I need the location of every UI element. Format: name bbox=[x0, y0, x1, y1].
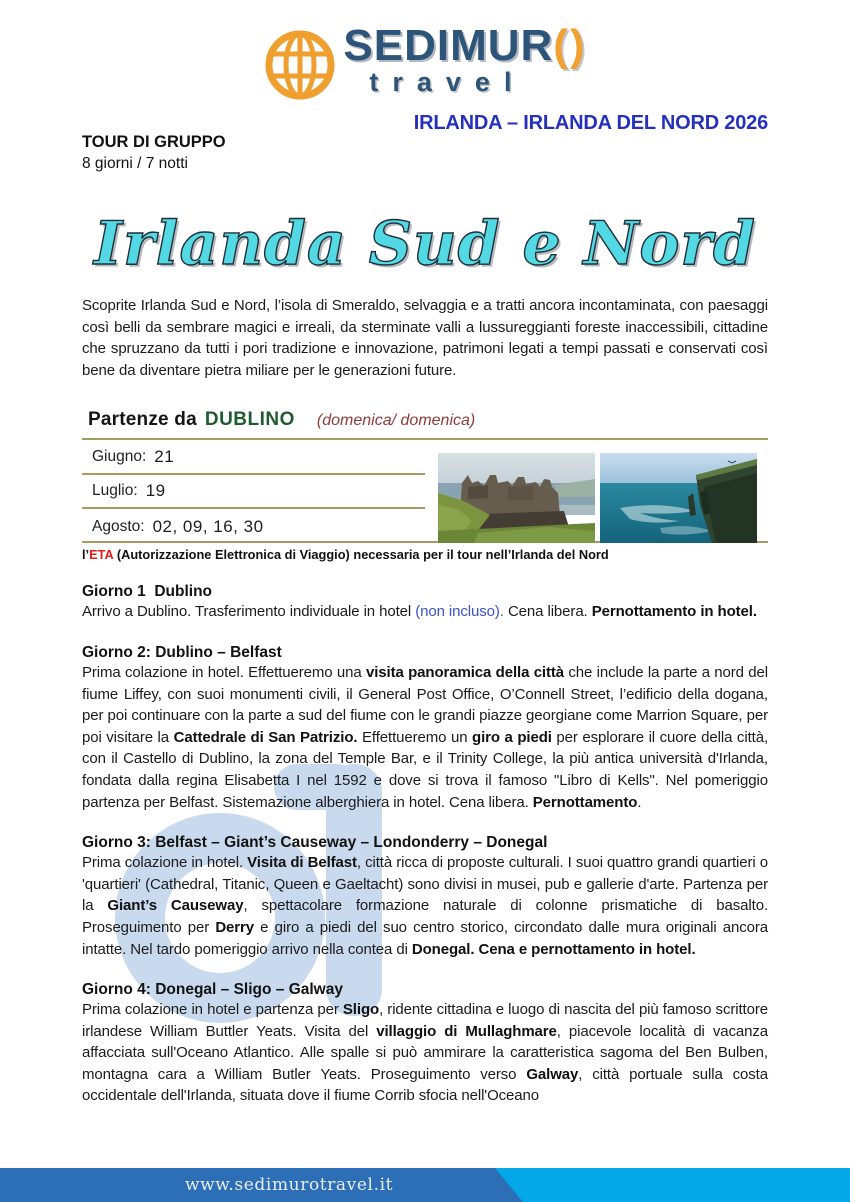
eta-note bbox=[82, 547, 768, 562]
destination-title: IRLANDA – IRLANDA DEL NORD 2026 bbox=[413, 112, 768, 134]
departure-dates: 19 bbox=[145, 481, 166, 501]
itinerary-day bbox=[82, 583, 768, 623]
brand-name: SEDIMUR bbox=[343, 21, 554, 70]
eta-prefix: l’ bbox=[82, 547, 90, 563]
departure-row bbox=[82, 440, 425, 475]
brand-suffix-mark: () bbox=[553, 21, 587, 70]
itinerary-day bbox=[82, 834, 768, 960]
departure-month-label: Agosto: bbox=[92, 517, 145, 535]
day-heading: Giorno 1 Dublino bbox=[82, 583, 213, 601]
eta-term: ETA bbox=[89, 547, 114, 563]
intro-paragraph: Scoprite Irlanda Sud e Nord, l’isola di Smeraldo, selvaggia e a tratti ancora incontaminata, con paesaggi così belli da sembrare magici e irreali, da sterminate valli a lussureggianti foreste inaccessibili, cittadine che spruzzano da tutti i pori tradizione e innovazione, patrimoni legati a tempi passati e conservati così bene da diventare pietra miliare per le generazioni future. bbox=[82, 297, 768, 379]
brand-subtitle: travel bbox=[369, 67, 526, 97]
itinerary-day bbox=[82, 981, 768, 1107]
eta-rest: (Autorizzazione Elettronica di Viaggio) necessaria per il tour nell’Irlanda del Nord bbox=[113, 547, 609, 563]
cliffs-of-moher-photo bbox=[600, 453, 757, 543]
page-title: Irlanda Sud e Nord bbox=[94, 209, 756, 279]
footer-bar bbox=[0, 1168, 850, 1202]
departure-month-label: Luglio: bbox=[92, 482, 138, 500]
header-logo bbox=[82, 0, 768, 102]
departure-month-label: Giugno: bbox=[92, 447, 147, 465]
departures-city: DUBLINO bbox=[204, 409, 295, 431]
tour-duration: 8 giorni / 7 notti bbox=[82, 155, 188, 172]
day-description: Prima colazione in hotel. Effettueremo una visita panoramica della città che include la parte a nord del fiume Liffey, con suoi monumenti civili, il General Post Office, O’Connell Street, l’edificio della dogana, per poi continuare con la parte a sud del fiume con le grandi piazze georgiane come Marrion Square, per poi visitare la Cattedrale di San Patrizio. Effettueremo un giro a piedi per esplorare il cuore della città, con il Castello di Dublino, la zona del Temple Bar, e il Trinity College, la più antica università d'Irlanda, fondata dalla regina Elisabetta I nel 1592 e dove si trova il famoso "Libro di Kells". Nel pomeriggio partenza per Belfast. Sistemazione alberghiera in hotel. Cena libera. Pernottamento. bbox=[82, 663, 769, 811]
departures-note: (domenica/ domenica) bbox=[316, 412, 476, 430]
tour-type-label: TOUR DI GRUPPO bbox=[82, 133, 226, 151]
departure-rows bbox=[82, 440, 425, 544]
departure-dates: 02, 09, 16, 30 bbox=[152, 516, 264, 536]
day-description: Prima colazione in hotel e partenza per Sligo, ridente cittadina e luogo di nascita del più famoso scrittore irlandese William Buttler Yeats. Visita del villaggio di Mullaghmare, piacevole località di vacanza affacciata sull'Oceano Atlantico. Alle spalle si può ammirare la caratteristica sagoma del Ben Bulben, montagna cara a William Butler Yeats. Proseguimento verso Galway, città portuale sulla costa occidentale dell'Irlanda, situata dove il fiume Corrib sfocia nell'Oceano bbox=[82, 1001, 768, 1105]
day-heading: Giorno 4: Donegal – Sligo – Galway bbox=[82, 981, 343, 999]
departure-row bbox=[82, 509, 425, 544]
itinerary bbox=[82, 583, 768, 1107]
dunluce-castle-photo bbox=[438, 453, 595, 543]
departure-row bbox=[82, 475, 425, 510]
day-heading: Giorno 3: Belfast – Giant’s Causeway – Londonderry – Donegal bbox=[82, 834, 548, 852]
departures-table bbox=[82, 438, 768, 543]
footer-bar-dark-segment bbox=[0, 1168, 850, 1202]
itinerary-day bbox=[82, 644, 768, 813]
departure-dates: 21 bbox=[154, 446, 175, 466]
departures-heading bbox=[82, 409, 768, 431]
globe-icon bbox=[263, 28, 337, 102]
day-heading: Giorno 2: Dublino – Belfast bbox=[82, 643, 282, 661]
day-description: Prima colazione in hotel. Visita di Belfast, città ricca di proposte culturali. I suoi quattro grandi quartieri o 'quartieri' (Cathedral, Titanic, Queen e Gaeltacht) sono divisi in musei, pub e gallerie d'arte. Partenza per la Giant’s Causeway, spettacolare formazione naturale di colonne prismatiche di basalto. Proseguimento per Derry e giro a piedi del suo centro storico, circondato dalle mura originali ancora intatte. Nel tardo pomeriggio arrivo nella contea di Donegal. Cena e pernottamento in hotel. bbox=[82, 854, 769, 958]
day-description: Arrivo a Dublino. Trasferimento individuale in hotel (non incluso). Cena libera. Pernottamento in hotel. bbox=[82, 603, 757, 621]
footer-website-url: www.sedimurotravel.it bbox=[185, 1175, 394, 1195]
departures-prefix: Partenze da bbox=[88, 409, 197, 431]
